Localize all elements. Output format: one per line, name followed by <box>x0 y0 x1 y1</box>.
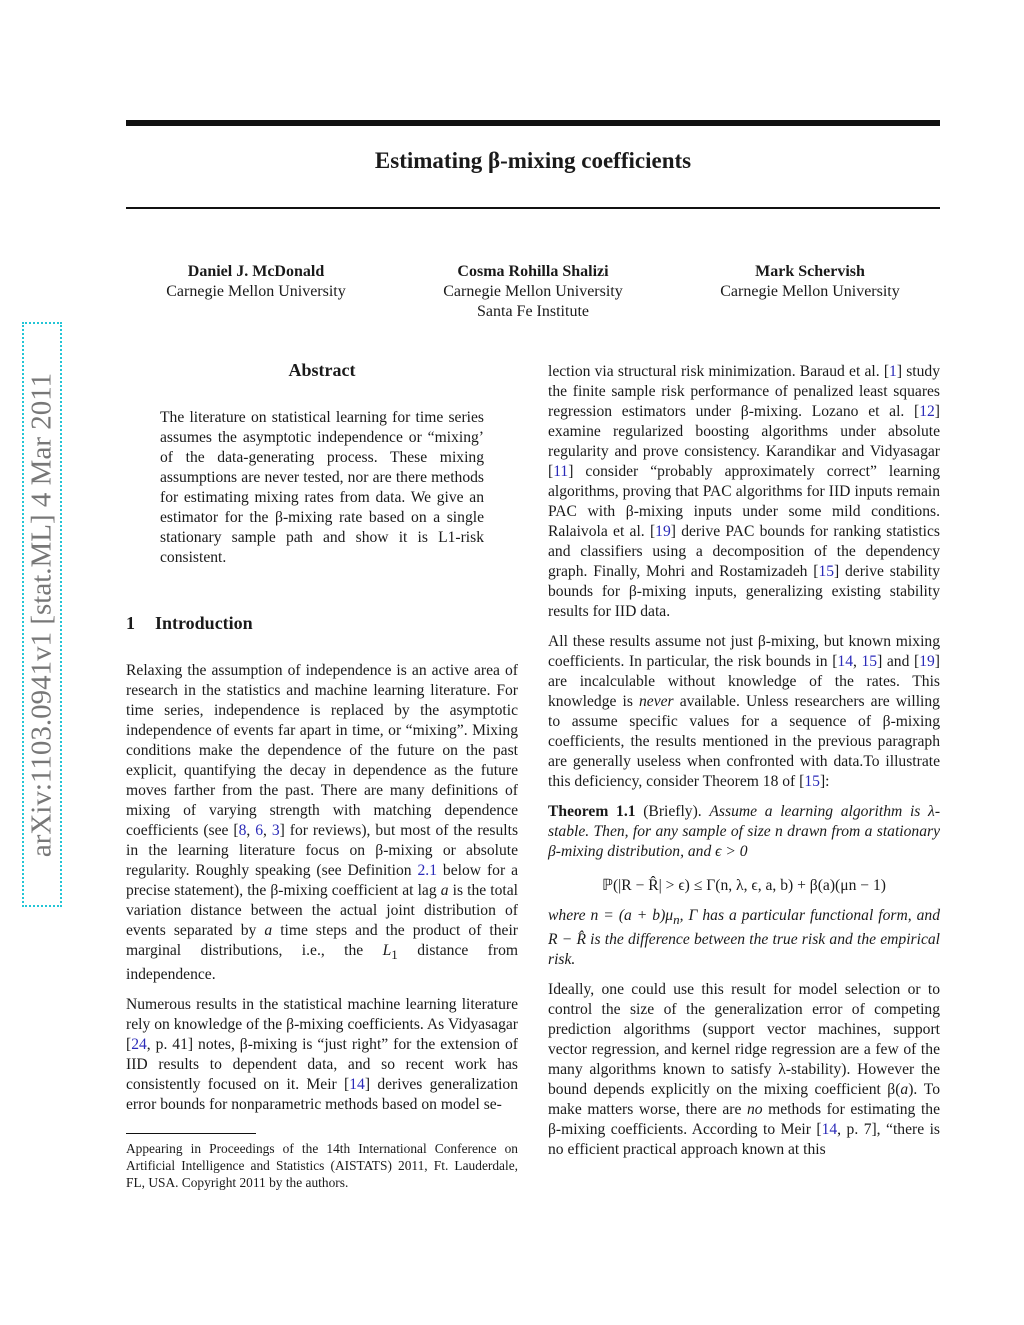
citation-link[interactable]: 8 <box>238 822 247 839</box>
citation-link[interactable]: 3 <box>271 822 280 839</box>
arxiv-identifier: arXiv:1103.0941v1 [stat.ML] 4 Mar 2011 <box>25 372 58 857</box>
section-heading: 1 Introduction <box>126 613 253 633</box>
footnote: Appearing in Proceedings of the 14th International Conference on Artificial Intelligence and Statistics (AISTATS) 2011, Ft. Lauderdale, FL, USA. Copyright 2011 by the authors. <box>126 1141 518 1191</box>
citation-link[interactable]: 14 <box>349 1076 365 1094</box>
citation-link[interactable]: 15 <box>804 773 820 790</box>
author-2 <box>403 262 663 322</box>
title-rule-bottom <box>126 207 940 209</box>
left-column <box>126 360 518 1191</box>
abstract-text: The literature on statistical learning for time series assumes the asymptotic independence or “mixing’ of the data-generating process. These mixing assumptions are never tested, nor are there methods for estimating mixing rates from data. We give an estimator for the β-mixing rate based on a single stationary sample path and show it is L1-risk consistent. <box>160 409 484 566</box>
paragraph: lection via structural risk minimization. Baraud et al. [1] study the finite sample risk performance of penalized least squares regression estimators under β-mixing. Lozano et al. [12] examine regularized boosting algorithms under absolute regularity and prove consistency. Karandikar and Vidyasagar [11] consider “probably approximately correct” learning algorithms, proving that PAC algorithms for IID inputs remain PAC with β-mixing inputs under some mild conditions. Ralaivola et al. [19] derive PAC bounds for ranking statistics and classifiers using a decomposition of the dependency graph. Finally, Mohri and Rostamizadeh [15] derive stability bounds for β-mixing inputs, generalizing existing stability results for IID data. <box>548 363 941 620</box>
author-affiliation: Carnegie Mellon University <box>166 283 346 300</box>
author-block <box>126 262 940 322</box>
citation-link[interactable]: 15 <box>861 653 878 670</box>
author-1 <box>126 262 386 322</box>
citation-link[interactable]: 24 <box>131 1036 147 1054</box>
footnote-rule <box>126 1133 256 1134</box>
abstract-heading: Abstract <box>288 360 356 380</box>
theorem: Theorem 1.1 (Briefly). Assume a learning algorithm is λ-stable. Then, for any sample of size n drawn from a stationary β-mixing distribution, and ϵ > 0 <box>548 803 941 860</box>
theorem-continuation: where $n = (a + b)\mu_n$, Γ has a particular functional form, and R − R̂ is the difference between the true risk and the empirical risk. <box>548 907 940 969</box>
citation-link[interactable]: 12 <box>919 403 935 420</box>
author-affiliation-2: Santa Fe Institute <box>477 303 589 320</box>
citation-link[interactable]: 15 <box>818 563 835 580</box>
paragraph: Numerous results in the statistical machine learning literature rely on knowledge of the β-mixing coefficients. As Vidyasagar [24, p. 41] notes, β-mixing is “just right” for the extension of IID results to dependent data, and so recent work has consistently focused on it. Meir [14] derives generalization error bounds for nonparametric methods based on model se- <box>126 996 518 1114</box>
author-affiliation: Carnegie Mellon University <box>443 283 623 300</box>
paragraph: Relaxing the assumption of independence is an active area of research in the statistics and machine learning literature. For time series, independence is replaced by the asymptotic independence of events far apart in time, or “mixing”. Mixing conditions make the dependence of the future on the past explicit, quantifying the decay in dependence as the future moves farther from the past. There are many definitions of mixing of varying strength with matching dependence coefficients (see [8, 6, 3] for reviews), but most of the results in the learning literature focus on β-mixing or absolute regularity. Roughly speaking (see Definition 2.1 below for a precise statement), the β-mixing coefficient at lag a is the total variation distance between the actual joint distribution of events separated by a time steps and the product of their marginal distributions, i.e., the $L_1$ distance from independence. <box>126 662 519 984</box>
citation-link[interactable]: 14 <box>821 1121 838 1139</box>
right-column <box>548 362 940 1160</box>
citation-link[interactable]: 11 <box>553 463 569 480</box>
citation-link[interactable]: 19 <box>655 523 671 540</box>
paper-title: Estimating β-mixing coefficients <box>374 148 692 173</box>
equation: ℙ(|R − R̂| > ϵ) ≤ Γ(n, λ, ϵ, a, b) + β(a)(μn − 1) <box>602 877 886 894</box>
citation-link[interactable]: 6 <box>255 822 264 839</box>
title-rule-top <box>126 120 940 126</box>
citation-link[interactable]: 19 <box>919 653 935 670</box>
author-affiliation: Carnegie Mellon University <box>720 283 900 300</box>
author-name: Cosma Rohilla Shalizi <box>457 263 609 280</box>
citation-link[interactable]: 14 <box>837 653 853 670</box>
citation-link[interactable]: 1 <box>889 363 897 380</box>
author-name: Daniel J. McDonald <box>187 263 325 280</box>
paragraph: All these results assume not just β-mixing, but known mixing coefficients. In particular, the risk bounds in [14, 15] and [19] are incalculable without knowledge of the rates. This knowledge is never available. Unless researchers are willing to assume specific values for a sequence of β-mixing coefficients, the results mentioned in the previous paragraph are generally useless when confronted with data.To illustrate this deficiency, consider Theorem 18 of [15]: <box>548 633 940 790</box>
author-3 <box>680 262 940 322</box>
arxiv-stamp[interactable] <box>22 322 62 907</box>
definition-link[interactable]: 2.1 <box>417 862 437 879</box>
author-name: Mark Schervish <box>755 263 865 280</box>
paragraph: Ideally, one could use this result for model selection or to control the size of the generalization error of competing prediction algorithms (support vector machines, support vector regression, and kernel ridge regression are a few of the many algorithms known to satisfy λ-stability). However the bound depends explicitly on the mixing coefficient β(a). To make matters worse, there are no methods for estimating the β-mixing coefficients. According to Meir [14, p. 7], “there is no efficient practical approach known at this <box>548 981 940 1159</box>
